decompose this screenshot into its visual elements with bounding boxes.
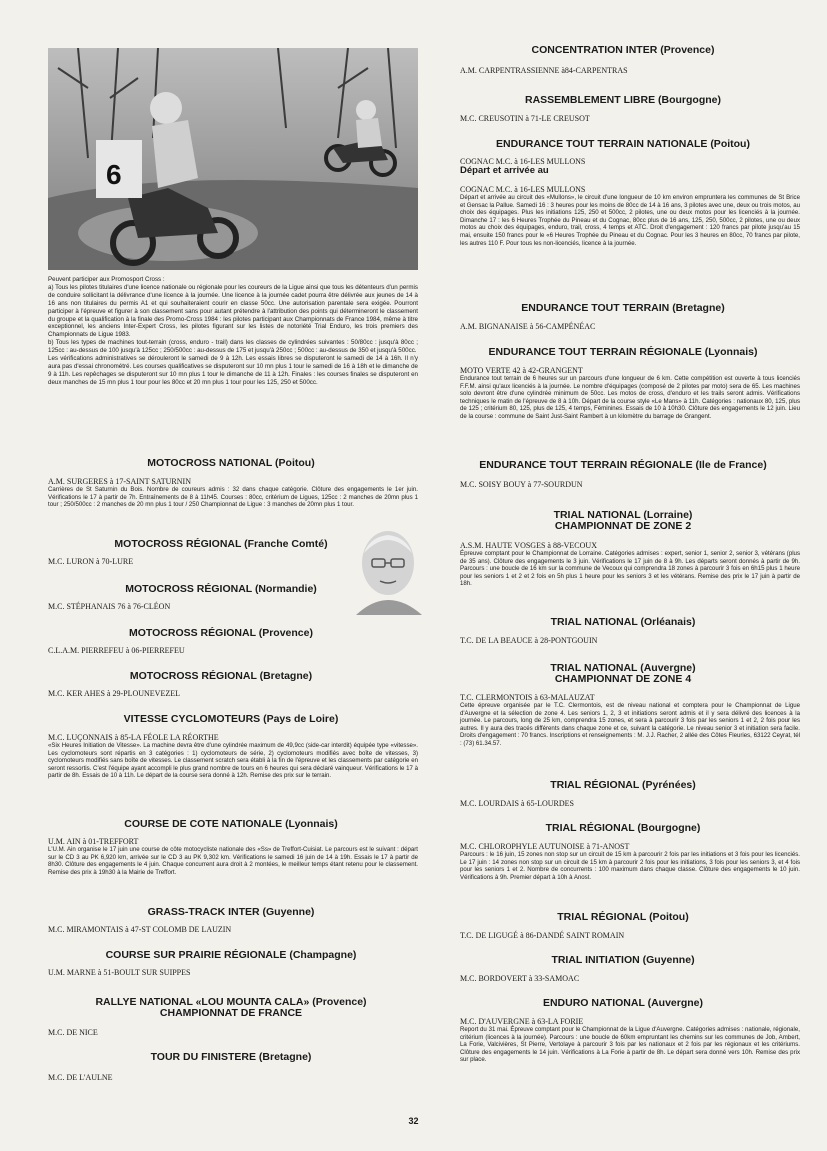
organizer: M.C. D'AUVERGNE à 63-LA FORIE: [460, 1017, 584, 1026]
section-body: Départ et arrivée au circuit des «Mullons», le circuit d'une longueur de 10 km environ empruntera les communes de St Brice et Gensac la Pallue. Samedi 16 : 3 heures pour les moins de 80cc de 14 à 16 ans, 3 pilotes avec une, deux ou trois motos, au choix des équipages. Plus les initiations 125, 250 et 500cc, 2 pilotes, une ou deux motos pour les licenciés à la journée. Dimanche 17 : les 6 Heures Trophée du Pineau et du Cognac, 80cc plus de 16 ans, 125, 250, 500cc, 2 pilotes, une ou deux motos au choix des équipages, enduro, trail, cross, 4 temps et ATC. Droit d'engagement : 120 francs par pilote jusqu'au 15 mai, ensuite 150 francs pour le «6 Heures Trophée du Pineau et du Cognac. Pour les 3 heures en 80cc, 70 francs par pilote, les autres 110 F. Pour tous les non-licenciés, licence à la journée.: [460, 194, 800, 247]
section-heading: ENDURANCE TOUT TERRAIN NATIONALE (Poitou): [496, 138, 750, 150]
section-body: Carrières de St Saturnin du Bois. Nombre de coureurs admis : 32 dans chaque catégorie. Clôture des engagements le 1er juin. Vérifications le 17 à partir de 7h. Entraînements de 8 à 11h45. Courses : 80cc, critérium de Ligues, 125cc : 2 manches de 20mn plus 1 tour ; 250/500cc : 2 manches de 20 mn plus 1 tour / 250 Championnat de Ligue : 3 manches de 20mn plus 1 tour.: [48, 486, 418, 509]
section-heading: VITESSE CYCLOMOTEURS (Pays de Loire): [123, 713, 339, 725]
organizer: C.L.A.M. PIERREFEU à 06-PIERREFEU: [48, 646, 185, 655]
organizer: A.S.M. HAUTE VOSGES à 88-VECOUX: [460, 541, 597, 550]
organizer: M.C. CREUSOTIN à 71-LE CREUSOT: [460, 114, 590, 123]
organizer: M.C. LUÇONNAIS à 85-LA FÉOLE LA RÉORTHE: [48, 733, 219, 742]
organizer: T.C. DE LIGUGÉ à 86-DANDÉ SAINT ROMAIN: [460, 931, 625, 940]
organizer: MOTO VERTE 42 à 42-GRANGENT: [460, 366, 583, 375]
section-heading: GRASS-TRACK INTER (Guyenne): [147, 906, 315, 918]
promosport-rules-text: Peuvent participer aux Promosport Cross : a) Tous les pilotes titulaires d'une licence nationale ou régionale pour les coureurs de la Ligue ainsi que tous les détenteurs d'un permis de conduire sollicitant la délivrance d'une licence à la journée. Une licence à la journée cadet pourra être délivrée aux jeunes de 14 à 16 ans non titulaires du permis A1 et qui souhaiteraient courir en classe 50cc. Une autorisation parentale sera exigée. Pourront participer à l'épreuve et figurer à son classement sans pour autant prétendre à l'attribution des points qui détermineront le classement du groupe et la qualification à la finale des Promo-Cross 1984 : les pilotes participant aux Championnats de France 1984, même à titre exceptionnel, les anciens Inter-Expert Cross, les pilotes figurant sur les listes de notoriété Trial Enduro, les trois premiers des Championnats de Ligue 1983. b) Tous les types de machines tout-terrain (cross, enduro - trail) dans les classes de cylindrées suivantes : 50/80cc : jusqu'à 80cc ; 125cc : au-dessus de 100 jusqu'à 125cc ; 250/500cc : au-dessus de 175 et jusqu'à 250cc ; 500cc : au-dessus de 350 et jusqu'à 500cc. Les vérifications administratives se dérouleront le samedi de 9 à 12h. Les essais libres se disputeront le samedi de 14 à 16h. Il n'y aura pas d'essai chronométré. Les courses qualificatives se disputeront sur 10 mn plus 1 tour le samedi de 16 à 18h et le dimanche de 9 à 11h. Les repêchages se disputeront sur 10 mn plus 1 tour le dimanche de 11 à 12h. Finales : les courses finales se disputeront en deux manches de 15 mn plus 1 tour pour les 80cc et 20 mn plus 1 tour pour les 125, 250 et 500cc.: [48, 276, 418, 386]
section-heading: TRIAL NATIONAL (Auvergne): [550, 662, 696, 674]
organizer: U.M. MARNE à 51-BOULT SUR SUIPPES: [48, 968, 191, 977]
section-heading: ENDURO NATIONAL (Auvergne): [542, 997, 704, 1009]
organizer: M.C. CHLOROPHYLE AUTUNOISE à 71-ANOST: [460, 842, 630, 851]
organizer: A.M. SURGERES à 17-SAINT SATURNIN: [48, 477, 191, 486]
section-heading: RASSEMBLEMENT LIBRE (Bourgogne): [524, 94, 721, 106]
organizer-repeat: COGNAC M.C. à 16-LES MULLONS: [460, 185, 586, 194]
section-heading: TRIAL NATIONAL (Lorraine): [553, 509, 693, 521]
section-heading: TRIAL NATIONAL (Orléanais): [550, 616, 696, 628]
organizer: M.C. DE L'AULNE: [48, 1073, 113, 1082]
organizer: A.M. BIGNANAISE à 56-CAMPÉNÉAC: [460, 322, 596, 331]
section-heading: ENDURANCE TOUT TERRAIN RÉGIONALE (Ile de France): [479, 459, 767, 471]
organizer: M.C. SOISY BOUY à 77-SOURDUN: [460, 480, 583, 489]
section-body: L'U.M. Ain organise le 17 juin une course de côte motocycliste nationale des «Ss» de Treffort-Cuisiat. Le parcours est le suivant : départ sur le CD 3 au PK 6,920 km, arrivée sur le CD 3 au PK 9,302 km. Vérifications le samedi 16 juin de 14 à 19h. Essais le 17 à partir de 8h30. Clôture des engagements le 4 juin. Chaque concurrent aura droit à 2 montées, le meilleur temps étant retenu pour le classement. Remise des prix à 19h30 à la Mairie de Treffort.: [48, 846, 418, 876]
section-heading: TRIAL RÉGIONAL (Bourgogne): [545, 822, 701, 834]
organizer: M.C. STÉPHANAIS 76 à 76-CLÉON: [48, 602, 171, 611]
portrait-photo: [346, 523, 432, 615]
section-subheading: CHAMPIONNAT DE ZONE 2: [554, 520, 692, 532]
section-body: Endurance tout terrain de 6 heures sur un parcours d'une longueur de 6 km. Cette compétition est ouverte à tous licenciés F.F.M. ainsi qu'aux licenciés à la journée. Le nombre d'équipages (composé de 2 pilotes par moto) sera de 65. Les machines solo devront être d'une cylindrée minimum de 50cc. Les motos de cross, d'enduro et les trails seront admis. Vérifications techniques le matin de l'épreuve de 8 à 10h. Départ de la course style «Le Mans» à 11h. Catégories : nationaux 80, 125, plus de 125 ; critérium 80, 125, plus de 125, 4 temps, Féminines. Essais de 10 à 10h30. Clôture des engagements le 12 juin. Lieu de la course : commune de Saint Just-Saint Rambert à un kilomètre du barrage de Grangent.: [460, 375, 800, 420]
section-subtitle: Départ et arrivée au: [460, 165, 549, 176]
section-heading: TRIAL RÉGIONAL (Poitou): [557, 911, 689, 923]
section-heading: ENDURANCE TOUT TERRAIN (Bretagne): [521, 302, 725, 314]
section-body: Report du 31 mai. Épreuve comptant pour le Championnat de la Ligue d'Auvergne. Catégories admises : nationale, régionale, critérium (licences à la journée). Parcours : une boucle de 60km empruntant les chemins sur les communes de Job, Ambert, La Forie, Valcivières, St Pierre, Vertolaye à parcourir 3 fois par les nationaux et 2 fois par les régionaux et les critériums. Clôture des engagements le 14 juin. Vérifications à La Forie à partir de 8h. Le départ sera donné vers 10h. Remise des prix sur place.: [460, 1026, 800, 1064]
section-heading: ENDURANCE TOUT TERRAIN RÉGIONALE (Lyonnais): [488, 346, 758, 358]
section-body: Cette épreuve organisée par le T.C. Clermontois, est de niveau national et comptera pour le Championnat de Ligue d'Auvergne et la sélection de zone 4. Les seniors 1, 2, 3 et initiations seront admis et il y sera délivré des licences à la journée. Le parcours, long de 25 km, comprendra 15 zones, et sera à parcourir 3 fois par les seniors 1 et 2, 2 fois pour les autres. Il y aura des tracés différents dans chaque zone et ce, suivant la catégorie. Le niveau senior 3 et initiation sera facile. Droits d'engagement : 70 francs. Inscriptions et renseignements : M. J.J. Racher, 2 allée des Côtes Fleuries, 63122 Ceyrat, tél : (73) 61.34.57.: [460, 702, 800, 747]
section-body: Parcours : le 16 juin, 15 zones non stop sur un circuit de 15 km à parcourir 2 fois par les initiations et 3 fois pour les licenciés. Le 17 juin : 14 zones non stop sur un circuit de 15 km à parcourir 2 fois pour les initiations, 3 fois pour les seniors 3, et 4 fois pour les seniors 1 et 2. Nombre de concurrents : 100 maximum dans chaque classe. Clôture des engagements le 10 juin. Vérifications à 9h. Premier départ à 10h à Anost.: [460, 851, 800, 881]
organizer: M.C. MIRAMONTAIS à 47-ST COLOMB DE LAUZIN: [48, 925, 232, 934]
section-subheading: CHAMPIONNAT DE ZONE 4: [554, 673, 692, 685]
organizer: COGNAC M.C. à 16-LES MULLONS: [460, 157, 586, 166]
section-subheading: CHAMPIONNAT DE FRANCE: [159, 1007, 303, 1019]
page-number: 32: [408, 1116, 419, 1126]
organizer: M.C. BORDOVERT à 33-SAMOAC: [460, 974, 580, 983]
organizer: U.M. AIN à 01-TREFFORT: [48, 837, 139, 846]
section-heading: CONCENTRATION INTER (Provence): [531, 44, 715, 56]
organizer: M.C. DE NICE: [48, 1028, 98, 1037]
section-heading: MOTOCROSS NATIONAL (Poitou): [147, 457, 315, 469]
section-heading: MOTOCROSS RÉGIONAL (Normandie): [125, 583, 317, 595]
svg-text:6: 6: [106, 159, 122, 190]
organizer: M.C. LOURDAIS à 65-LOURDES: [460, 799, 574, 808]
section-heading: COURSE SUR PRAIRIE RÉGIONALE (Champagne): [105, 949, 357, 961]
section-body: «Six Heures Initiation de Vitesse». La machine devra être d'une cylindrée maximum de 49,9cc (side-car interdit) équipée type «vitesse». Les cyclomoteurs sont répartis en 3 catégories : 1) cyclomoteurs de série, 2) cyclomoteurs modifiés avec boîte de vitesses, 3) cyclomoteurs modifiés sans boîte de vitesses. Le classement scratch sera établi à la fin de l'épreuve et les classements par catégorie en seront ressortis. C'est l'équipe ayant accompli le plus grand nombre de tours en 6 heures qui sera déclaré vainqueur. Vérifications le 17 à partir de 8h. Essais de 10 à 11h. Le départ de la course sera donné à 12h. Remise des prix sur le terrain.: [48, 742, 418, 780]
motocross-photo: [48, 48, 418, 270]
section-heading: MOTOCROSS RÉGIONAL (Bretagne): [129, 670, 313, 682]
section-heading: MOTOCROSS RÉGIONAL (Provence): [129, 627, 313, 639]
section-heading: MOTOCROSS RÉGIONAL (Franche Comté): [114, 538, 328, 550]
organizer: M.C. KER AHES à 29-PLOUNEVEZEL: [48, 689, 180, 698]
organizer: M.C. LURON à 70-LURE: [48, 557, 134, 566]
section-heading: TRIAL RÉGIONAL (Pyrénées): [550, 779, 696, 791]
section-heading: TRIAL INITIATION (Guyenne): [551, 954, 695, 966]
section-heading: TOUR DU FINISTERE (Bretagne): [150, 1051, 312, 1063]
section-body: Épreuve comptant pour le Championnat de Lorraine. Catégories admises : expert, senior 1, senior 2, senior 3, vétérans (plus de 35 ans). Clôture des engagements le 3 juin. Vérifications le 17 juin de 8 à 9h. Les départs seront donnés à partir de 9h. Parcours : une boucle de 16 km sur la commune de Vecoux qui comprendra 18 zones à parcourir 3 fois en 6h15 plus 1 heure pour les seniors 1 et 2 et 2 fois en 5h plus 1 heure pour les seniors 3 et les vétérans. Remise des prix le 17 juin à partir de 18h.: [460, 550, 800, 588]
organizer: T.C. DE LA BEAUCE à 28-PONTGOUIN: [460, 636, 598, 645]
section-heading: RALLYE NATIONAL «LOU MOUNTA CALA» (Provence): [95, 996, 367, 1008]
organizer: T.C. CLERMONTOIS à 63-MALAUZAT: [460, 693, 595, 702]
organizer: A.M. CARPENTRASSIENNE à84-CARPENTRAS: [460, 66, 628, 75]
section-heading: COURSE DE COTE NATIONALE (Lyonnais): [124, 818, 338, 830]
